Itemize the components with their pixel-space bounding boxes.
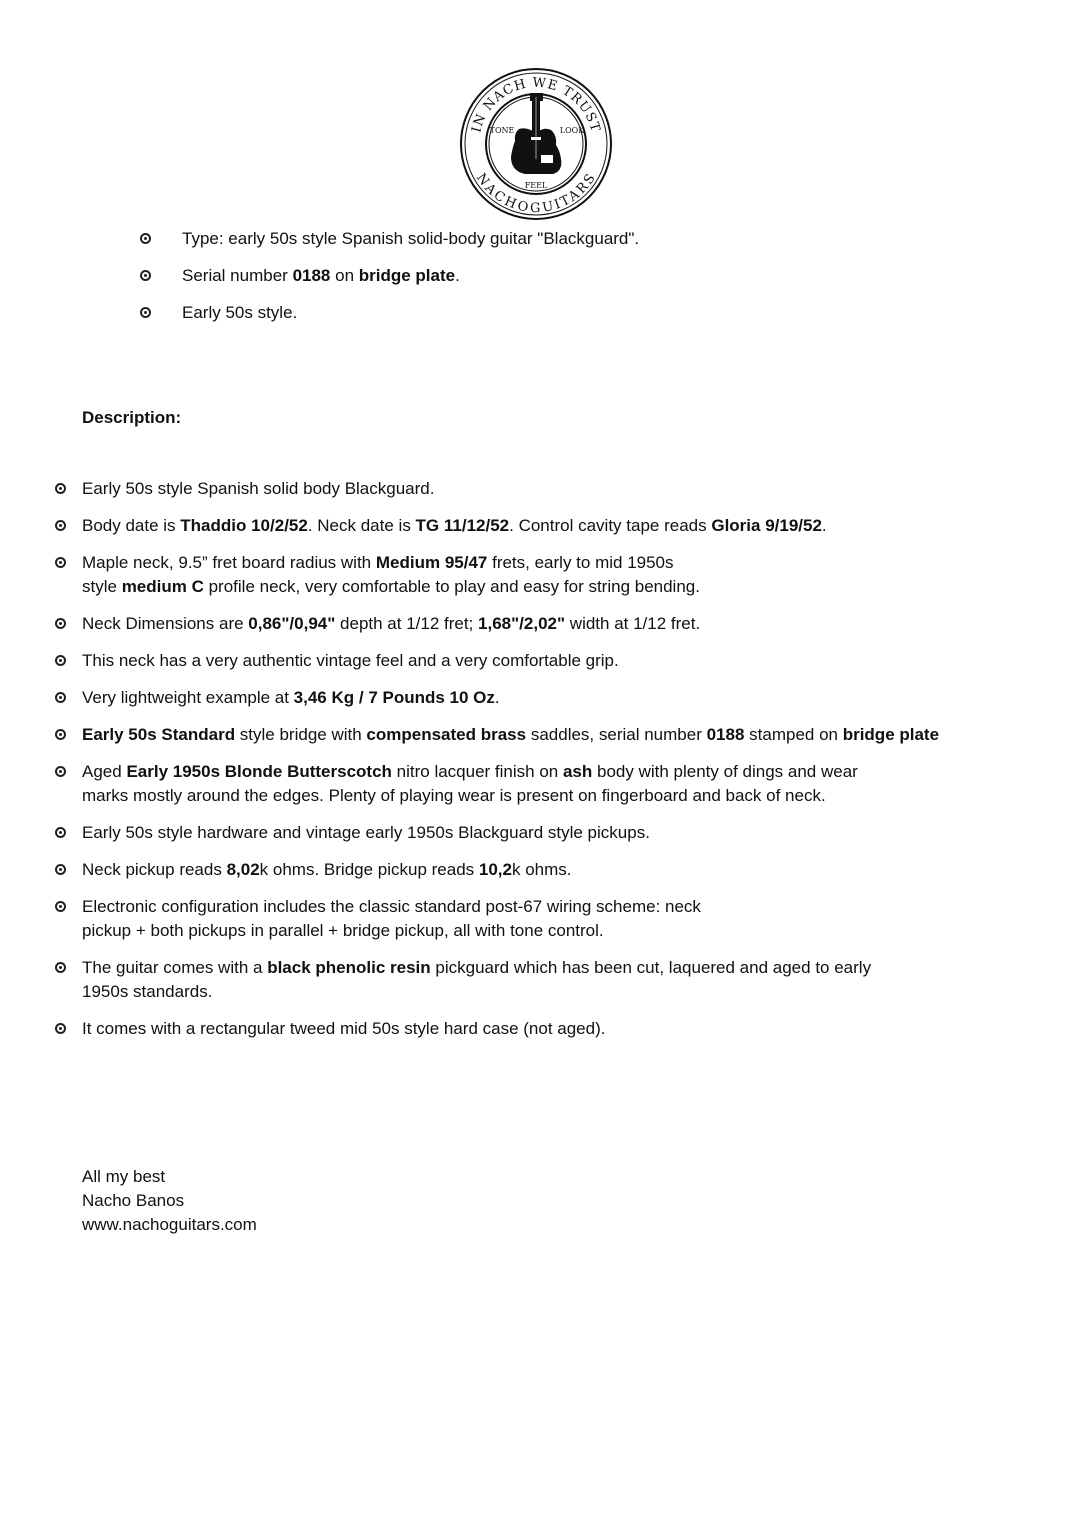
text: style bridge with xyxy=(235,725,367,744)
signoff-greeting: All my best xyxy=(82,1167,166,1186)
bullet-icon xyxy=(55,864,66,875)
bold-text: ash xyxy=(562,762,593,781)
bold-text: 0188 xyxy=(292,266,331,285)
bullet-icon xyxy=(55,766,66,777)
list-item xyxy=(82,551,1072,599)
bullet-icon xyxy=(55,729,66,740)
bullet-icon xyxy=(140,233,151,244)
list-item xyxy=(82,514,1072,538)
bold-text: Early 1950s Blonde Butterscotch xyxy=(126,762,392,781)
bold-text: 1,68"/2,02" xyxy=(478,614,566,633)
bold-text: 0188 xyxy=(706,725,745,744)
text: Aged xyxy=(82,762,127,781)
text: Very lightweight example at xyxy=(82,688,294,707)
text: This neck has a very authentic vintage feel and a very comfortable grip. xyxy=(82,651,619,670)
list-item xyxy=(82,760,1072,808)
bold-text: medium C xyxy=(121,577,204,596)
bold-text: 0,86"/0,94" xyxy=(248,614,336,633)
bold-text: Early 50s Standard xyxy=(82,725,236,744)
list-item xyxy=(82,1017,1072,1041)
logo-ring-bottom-text: NACHOGUITARS xyxy=(473,170,599,216)
text: Early 50s style Spanish solid body Blackguard. xyxy=(82,479,435,498)
text: nitro lacquer finish on xyxy=(391,762,563,781)
text: . Neck date is xyxy=(307,516,416,535)
summary-list xyxy=(182,227,1042,338)
bullet-icon xyxy=(140,270,151,281)
text: style xyxy=(82,577,122,596)
text: frets, early to mid 1950s xyxy=(487,553,674,572)
list-item xyxy=(82,821,1072,845)
text: The guitar comes with a xyxy=(82,958,268,977)
list-item xyxy=(82,686,1072,710)
text: It comes with a rectangular tweed mid 50s style hard case (not aged). xyxy=(82,1019,606,1038)
bold-text: Thaddio 10/2/52 xyxy=(180,516,308,535)
signoff-name: Nacho Banos xyxy=(82,1191,185,1210)
text: width at 1/12 fret. xyxy=(565,614,701,633)
bold-text: 3,46 Kg / 7 Pounds 10 Oz xyxy=(293,688,495,707)
bold-text: 10,2 xyxy=(478,860,512,879)
text: stamped on xyxy=(744,725,843,744)
text: k ohms. Bridge pickup reads xyxy=(259,860,479,879)
text: saddles, serial number xyxy=(526,725,707,744)
bullet-icon xyxy=(55,901,66,912)
bold-text: bridge plate xyxy=(842,725,940,744)
description-heading: Description: xyxy=(82,408,182,427)
text: Electronic configuration includes the classic standard post-67 wiring scheme: neck xyxy=(82,897,701,916)
list-item xyxy=(82,858,1072,882)
text: . Control cavity tape reads xyxy=(509,516,712,535)
text: Type: early 50s style Spanish solid-body guitar "Blackguard". xyxy=(182,229,640,248)
bullet-icon xyxy=(55,962,66,973)
logo-label-tone: TONE xyxy=(489,126,515,135)
bullet-icon xyxy=(55,827,66,838)
bullet-icon xyxy=(55,557,66,568)
text: marks mostly around the edges. Plenty of playing wear is present on fingerboard and back of neck. xyxy=(82,786,826,805)
description-list xyxy=(82,477,1072,1054)
text: pickup + both pickups in parallel + bridge pickup, all with tone control. xyxy=(82,921,604,940)
bold-text: Medium 95/47 xyxy=(375,553,488,572)
signoff xyxy=(82,1165,257,1237)
bullet-icon xyxy=(55,483,66,494)
list-item xyxy=(182,264,1042,288)
bullet-icon xyxy=(55,692,66,703)
nachoguitars-logo xyxy=(459,67,613,221)
bold-text: 8,02 xyxy=(226,860,260,879)
list-item xyxy=(182,301,1042,325)
text: Early 50s style. xyxy=(182,303,298,322)
list-item xyxy=(82,723,1072,747)
text: body with plenty of dings and wear xyxy=(592,762,858,781)
logo-ring-top-text: IN NACH WE TRUST xyxy=(469,75,603,135)
bold-text: Gloria 9/19/52 xyxy=(711,516,822,535)
text: . xyxy=(455,266,460,285)
logo-label-feel: FEEL xyxy=(524,181,548,190)
text: . xyxy=(494,688,500,707)
bold-text: bridge plate xyxy=(358,266,456,285)
bullet-icon xyxy=(55,655,66,666)
list-item xyxy=(182,227,1042,251)
text: 1950s standards. xyxy=(82,982,213,1001)
text: pickguard which has been cut, laquered and aged to early xyxy=(430,958,872,977)
bullet-icon xyxy=(55,520,66,531)
text: Maple neck, 9.5” fret board radius with xyxy=(82,553,376,572)
list-item xyxy=(82,612,1072,636)
signoff-website: www.nachoguitars.com xyxy=(82,1215,257,1234)
text: Body date is xyxy=(82,516,181,535)
list-item xyxy=(82,649,1072,673)
bold-text: black phenolic resin xyxy=(267,958,431,977)
bullet-icon xyxy=(55,618,66,629)
text: on xyxy=(330,266,359,285)
text: depth at 1/12 fret; xyxy=(335,614,479,633)
bold-text: compensated brass xyxy=(366,725,527,744)
list-item xyxy=(82,956,1072,1004)
bullet-icon xyxy=(140,307,151,318)
bullet-icon xyxy=(55,1023,66,1034)
logo-label-look: LOOK xyxy=(559,126,585,135)
list-item xyxy=(82,477,1072,501)
text: Neck Dimensions are xyxy=(82,614,249,633)
text: k ohms. xyxy=(511,860,572,879)
text: Neck pickup reads xyxy=(82,860,227,879)
text: profile neck, very comfortable to play and easy for string bending. xyxy=(203,577,700,596)
text: Early 50s style hardware and vintage early 1950s Blackguard style pickups. xyxy=(82,823,650,842)
bold-text: TG 11/12/52 xyxy=(415,516,510,535)
text: Serial number xyxy=(182,266,293,285)
text: . xyxy=(821,516,827,535)
list-item xyxy=(82,895,1072,943)
